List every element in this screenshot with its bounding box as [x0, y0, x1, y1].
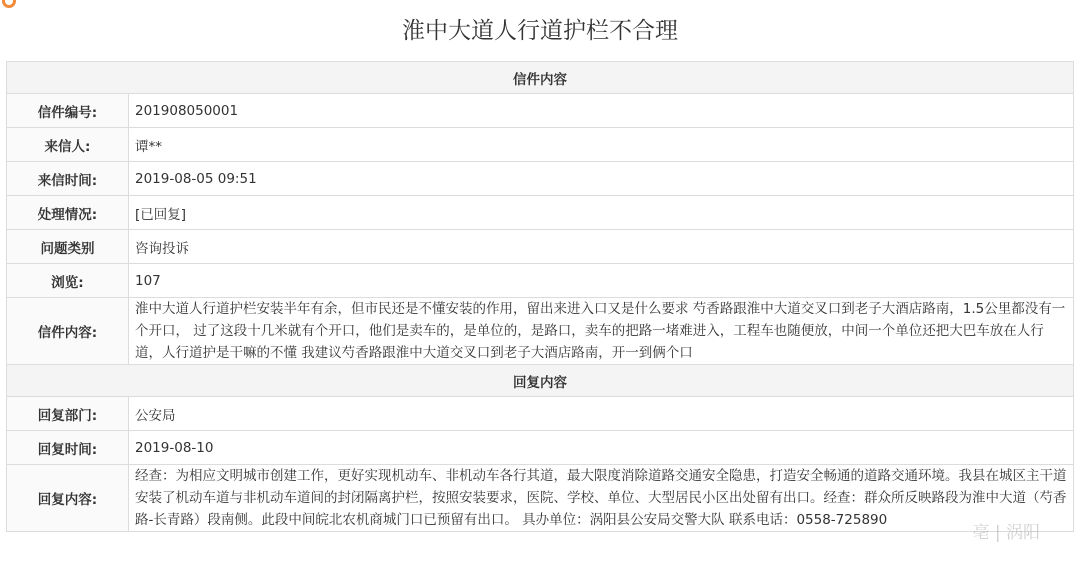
reply-time-value: 2019-08-10 [129, 431, 1074, 465]
reply-dept-value: 公安局 [129, 397, 1074, 431]
views-value: 107 [129, 264, 1074, 298]
letter-time-label: 来信时间: [7, 162, 129, 196]
table-row [7, 264, 1074, 298]
table-row [7, 230, 1074, 264]
reply-dept-label: 回复部门: [7, 397, 129, 431]
views-label: 浏览: [7, 264, 129, 298]
table-row [7, 162, 1074, 196]
reply-content-label: 回复内容: [7, 465, 129, 532]
status-label: 处理情况: [7, 196, 129, 230]
watermark: 亳 | 涡阳 [972, 523, 1040, 543]
letter-section-header [7, 62, 1074, 94]
table-row [7, 397, 1074, 431]
category-value: 咨询投诉 [129, 230, 1074, 264]
letter-table [6, 61, 1074, 532]
reply-section-header [7, 365, 1074, 397]
letter-content-value: 淮中大道人行道护栏安装半年有余，但市民还是不懂安装的作用，留出来进入口又是什么要求 芍香路跟淮中大道交叉口到老子大酒店路南，1.5公里都没有一个开口， 过了这段十几米就有个开口，他们是卖车的，是单位的，是路口，卖车的把路一堵难进入，工程车也随便放，中间一个单位还把大巴车放在人行道，人行道护是干嘛的不懂 我建议芍香路跟淮中大道交叉口到老子大酒店路南，开一到俩个口 [129, 298, 1074, 365]
category-label: 问题类别 [7, 230, 129, 264]
letter-section-title: 信件内容 [7, 62, 1074, 94]
table-row [7, 431, 1074, 465]
status-value: [已回复] [129, 196, 1074, 230]
letter-no-label: 信件编号: [7, 94, 129, 128]
letter-content-label: 信件内容: [7, 298, 129, 365]
reply-time-label: 回复时间: [7, 431, 129, 465]
table-row [7, 128, 1074, 162]
letter-no-value: 201908050001 [129, 94, 1074, 128]
table-row [7, 298, 1074, 365]
table-row [7, 196, 1074, 230]
page-title: 淮中大道人行道护栏不合理 [402, 18, 678, 44]
table-row [7, 465, 1074, 532]
reply-section-title: 回复内容 [7, 365, 1074, 397]
table-row [7, 94, 1074, 128]
reply-content-value: 经查：为相应文明城市创建工作，更好实现机动车、非机动车各行其道，最大限度消除道路交通安全隐患，打造安全畅通的道路交通环境。我县在城区主干道安装了机动车道与非机动车道间的封闭隔离护栏，按照安装要求，医院、学校、单位、大型居民小区出处留有出口。经查：群众所反映路段为淮中大道（芍香路-长青路）段南侧。此段中间皖北农机商城门口已预留有出口。 具办单位：涡阳县公安局交警大队 联系电话：0558-725890 [129, 465, 1074, 532]
sender-value: 谭** [129, 128, 1074, 162]
sender-label: 来信人: [7, 128, 129, 162]
letter-time-value: 2019-08-05 09:51 [129, 162, 1074, 196]
corner-logo-icon [2, 0, 16, 8]
